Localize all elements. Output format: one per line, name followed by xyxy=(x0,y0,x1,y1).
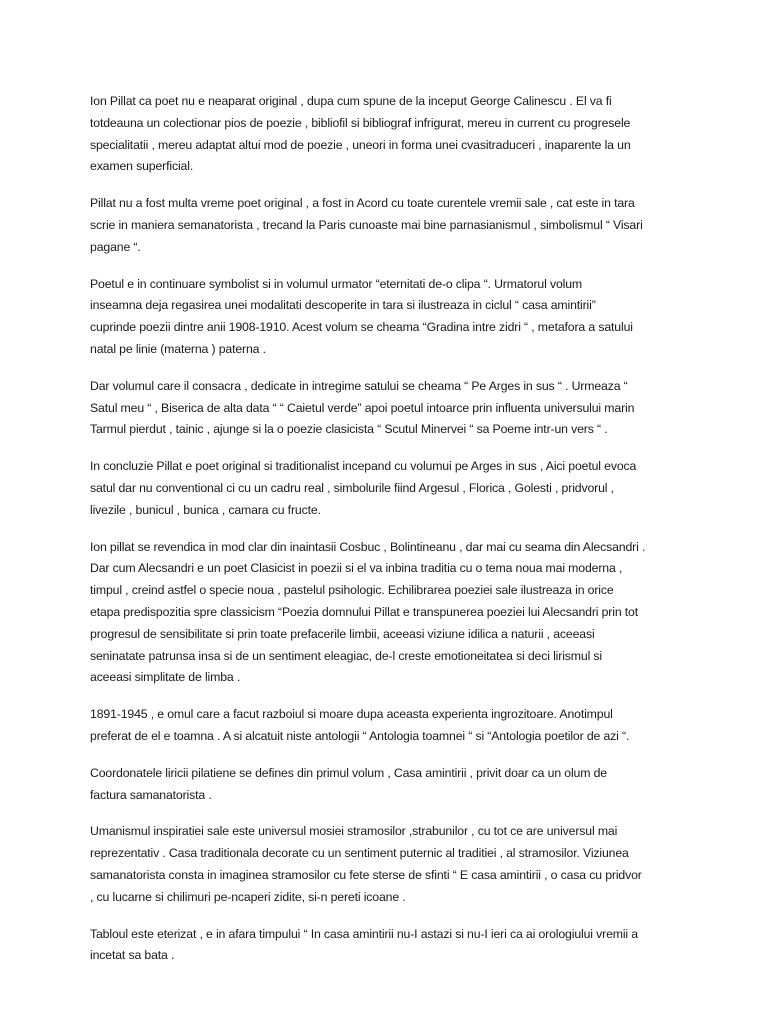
text-line: timpul , creind astfel o specie noua , pastelul psihologic. Echilibrarea poeziei sale ilustreaza in orice xyxy=(90,583,614,598)
text-line: samanatorista consta in imaginea stramosilor cu fete sterse de sfinti “ E casa amintirii , o casa cu pridvor xyxy=(90,867,642,882)
text-line: cuprinde poezii dintre anii 1908-1910. Acest volum se cheama “Gradina intre zidri “ , metafora a satului xyxy=(90,320,633,335)
text-line: natal pe linie (materna ) paterna . xyxy=(90,341,266,356)
paragraph xyxy=(90,456,685,521)
paragraph xyxy=(90,376,685,441)
paragraph xyxy=(90,763,685,807)
text-line: In concluzie Pillat e poet original si traditionalist incepand cu volumui pe Arges in sus , Aici poetul evoca xyxy=(90,459,637,474)
text-line: livezile , bunicul , bunica , camara cu fructe. xyxy=(90,502,321,517)
text-line: scrie in maniera semanatorista , trecand la Paris cunoaste mai bine parnasianismul , simbolismul “ Visari xyxy=(90,217,643,232)
paragraph xyxy=(90,821,685,908)
paragraph xyxy=(90,91,685,178)
text-line: etapa predispozitia spre classicism “Poezia domnului Pillat e transpunerea poeziei lui Alecsandri prin tot xyxy=(90,604,639,619)
text-line: 1891-1945 , e omul care a facut razboiul si moare dupa aceasta experienta ingrozitoare. Anotimpul xyxy=(90,707,613,722)
text-line: inseamna deja regasirea unei modalitati descoperite in tara si ilustreaza in ciclul “ casa amintirii” xyxy=(90,298,596,313)
text-line: seninatate patrunsa insa si de un sentiment eleagiac, de-l creste emotioneitatea si deci lirismul si xyxy=(90,648,602,663)
text-line: , cu lucarne si chilimuri pe-ncaperi zidite, si-n pereti icoane . xyxy=(90,889,406,904)
paragraph xyxy=(90,537,685,690)
text-line: incetat sa bata . xyxy=(90,948,175,963)
paragraph xyxy=(90,193,685,258)
text-line: aceeasi simplitate de limba . xyxy=(90,670,241,685)
document-body xyxy=(90,91,685,982)
text-line: preferat de el e toamna . A si alcatuit niste antologii “ Antologia toamnei “ si “Antologia poetilor de azi “. xyxy=(90,728,630,743)
text-line: reprezentativ . Casa traditionala decorate cu un sentiment puternic al traditiei , al stramosilor. Viziunea xyxy=(90,846,629,861)
text-line: Dar volumul care il consacra , dedicate in intregime satului se cheama “ Pe Arges in sus “ . Urmeaza “ xyxy=(90,378,628,393)
text-line: Dar cum Alecsandri e un poet Clasicist in poezii si el va inbina traditia cu o tema noua mai moderna , xyxy=(90,561,623,576)
text-line: Tarmul pierdut , tainic , ajunge si la o poezie clasicista “ Scutul Minervei “ sa Poeme intr-un vers “ . xyxy=(90,422,608,437)
text-line: Tabloul este eterizat , e in afara timpului “ In casa amintirii nu-I astazi si nu-I ieri ca ai orologiului vremii a xyxy=(90,926,638,941)
text-line: totdeauna un colectionar pios de poezie , bibliofil si bibliograf infrigurat, mereu in current cu progresele xyxy=(90,115,631,130)
text-line: specialitatii , mereu adaptat altui mod de poezie , uneori in forma unei cvasitraduceri , inaparente la un xyxy=(90,137,631,152)
text-line: examen superficial. xyxy=(90,159,194,174)
text-line: factura samanatorista . xyxy=(90,787,212,802)
text-line: Ion pillat se revendica in mod clar din inaintasii Cosbuc , Bolintineanu , dar mai cu seama din Alecsandri . xyxy=(90,539,646,554)
text-line: progresul de sensibilitate si prin toate prefacerile limbii, aceeasi viziune idilica a naturii , aceeasi xyxy=(90,626,595,641)
text-line: Poetul e in continuare symbolist si in volumul urmator “eternitati de-o clipa “. Urmatorul volum xyxy=(90,276,583,291)
text-line: Pillat nu a fost multa vreme poet original , a fost in Acord cu toate curentele vremii sale , cat este in tara xyxy=(90,196,635,211)
text-line: Coordonatele liricii pilatiene se defines din primul volum , Casa amintirii , privit doar ca un olum de xyxy=(90,765,607,780)
text-line: Satul meu “ , Biserica de alta data “ “ Caietul verde” apoi poetul intoarce prin influenta universului marin xyxy=(90,400,635,415)
text-line: Ion Pillat ca poet nu e neaparat original , dupa cum spune de la inceput George Calinescu . El va fi xyxy=(90,94,612,108)
text-line: pagane “. xyxy=(90,239,141,254)
text-line: satul dar nu conventional ci cu un cadru real , simbolurile fiind Argesul , Florica , Golesti , pridvorul , xyxy=(90,480,614,495)
paragraph xyxy=(90,704,685,748)
paragraph xyxy=(90,924,685,968)
text-line: Umanismul inspiratiei sale este universul mosiei stramosilor ,strabunilor , cu tot ce are universul mai xyxy=(90,824,618,839)
paragraph xyxy=(90,274,685,361)
